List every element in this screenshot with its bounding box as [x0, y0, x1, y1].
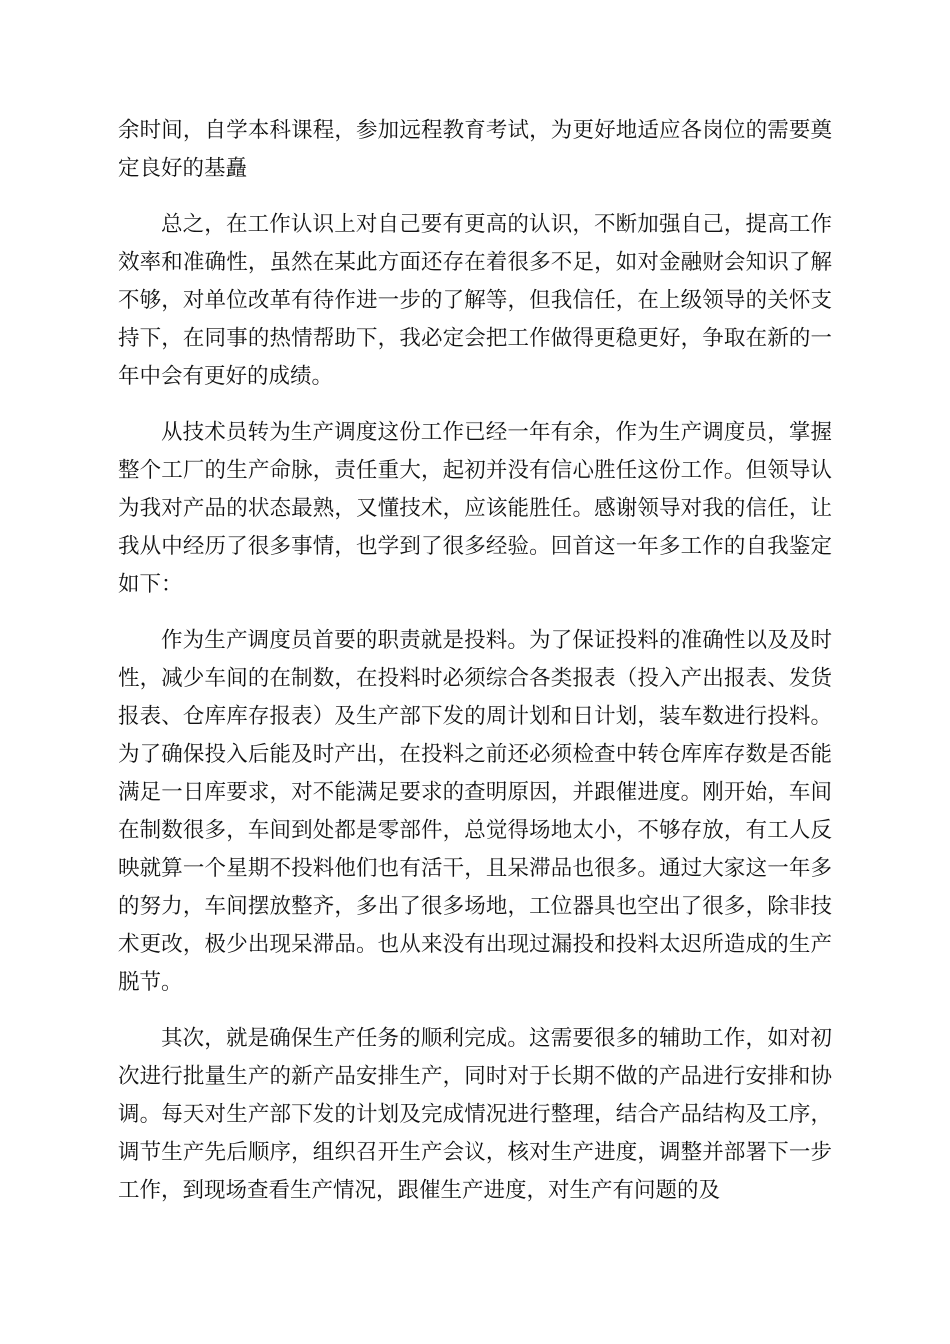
paragraph-production-tasks: 其次，就是确保生产任务的顺利完成。这需要很多的辅助工作，如对初次进行批量生产的新产品安排生产，同时对于长期不做的产品进行安排和协调。每天对生产部下发的计划及完成情况进行整理，结合产品结构及工序，调节生产先后顺序，组织召开生产会议，核对生产进度，调整并部署下一步工作，到现场查看生产情况，跟催生产进度，对生产有问题的及: [118, 1026, 832, 1203]
paragraph-continuation: 余时间，自学本科课程，参加远程教育考试，为更好地适应各岗位的需要奠定良好的基矗: [118, 118, 832, 181]
paragraph-feeding-duty: 作为生产调度员首要的职责就是投料。为了保证投料的准确性以及及时性，减少车间的在制数，在投料时必须综合各类报表（投入产出报表、发货报表、仓库库存报表）及生产部下发的周计划和日计划，装车数进行投料。为了确保投入后能及时产出，在投料之前还必须检查中转仓库库存数是否能满足一日库要求，对不能满足要求的查明原因，并跟催进度。刚开始，车间在制数很多，车间到处都是零部件，总觉得场地太小，不够存放，有工人反映就算一个星期不投料他们也有活干，且呆滞品也很多。通过大家这一年多的努力，车间摆放整齐，多出了很多场地，工位器具也空出了很多，除非技术更改，极少出现呆滞品。也从来没有出现过漏投和投料太迟所造成的生产脱节。: [118, 628, 832, 995]
paragraph-summary: 总之，在工作认识上对自己要有更高的认识，不断加强自己，提高工作效率和准确性，虽然在某此方面还存在着很多不足，如对金融财会知识了解不够，对单位改革有待作进一步的了解等，但我信任，在上级领导的关怀支持下，在同事的热情帮助下，我必定会把工作做得更稳更好，争取在新的一年中会有更好的成绩。: [118, 212, 832, 389]
paragraph-introduction: 从技术员转为生产调度这份工作已经一年有余，作为生产调度员，掌握整个工厂的生产命脉，责任重大，起初并没有信心胜任这份工作。但领导认为我对产品的状态最熟，又懂技术，应该能胜任。感谢领导对我的信任，让我从中经历了很多事情，也学到了很多经验。回首这一年多工作的自我鉴定如下：: [118, 420, 832, 597]
document-body: [118, 112, 832, 1228]
